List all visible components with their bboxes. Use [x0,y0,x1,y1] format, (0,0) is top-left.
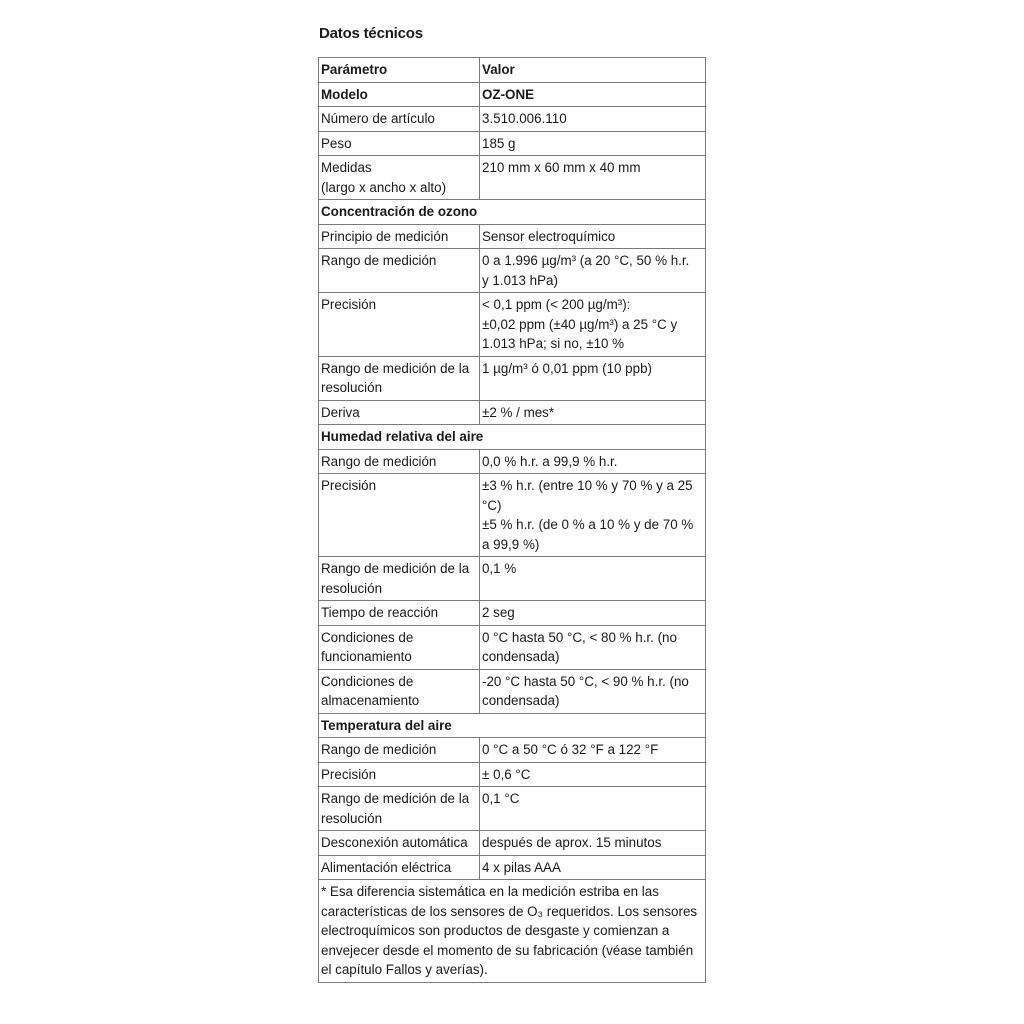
value-cell-line: 0,1 °C [482,791,520,806]
value-cell [480,762,706,787]
section-header-row [319,425,706,450]
parameter-cell [319,156,480,200]
value-cell-line: ±3 % h.r. (entre 10 % y 70 % y a 25 [482,478,693,493]
value-cell-line: y 1.013 hPa) [482,272,558,288]
value-cell [480,738,706,763]
value-cell [480,831,706,856]
value-cell-line: 1 µg/m³ ó 0,01 ppm (10 ppb) [482,360,652,376]
parameter-cell [319,738,480,763]
value-cell-line: -20 °C hasta 50 °C, < 90 % h.r. (no [482,673,689,689]
value-cell-line: 0,1 % [482,561,517,576]
parameter-cell-line: Rango de medición [321,253,437,268]
value-cell [480,107,706,132]
parameter-cell-line: Número de artículo [321,111,435,126]
parameter-cell-line: resolución [321,580,383,596]
footnote-line: electroquímicos son productos de desgaste y comienzan a [321,923,670,938]
parameter-cell-line: Condiciones de [321,673,414,689]
value-cell-line: ±0,02 ppm (±40 µg/m³) a 25 °C y [482,316,678,332]
parameter-cell [319,625,480,669]
table-row [319,738,706,763]
value-cell-line: ±5 % h.r. (de 0 % a 10 % y de 70 % [482,517,694,532]
parameter-cell [319,831,480,856]
value-cell-line: ± 0,6 °C [482,766,531,782]
model-value: OZ-ONE [480,82,706,107]
table-row [319,601,706,626]
parameter-cell [319,474,480,557]
value-cell-line: Sensor electroquímico [482,228,616,244]
value-cell-line: condensada) [482,649,560,664]
value-cell [480,625,706,669]
value-cell [480,787,706,831]
value-cell-line: 2 seg [482,605,515,620]
parameter-cell-line: Medidas [321,160,372,175]
section-title: Temperatura del aire [319,713,706,738]
parameter-cell-line: Precisión [321,297,377,312]
table-row [319,156,706,200]
table-row [319,356,706,400]
parameter-cell [319,449,480,474]
table-header-row [319,58,706,83]
value-cell [480,557,706,601]
parameter-cell-line: Condiciones de [321,629,414,645]
value-cell-line: < 0,1 ppm (< 200 µg/m³): [482,297,631,312]
value-cell [480,669,706,713]
value-cell-line: 0,0 % h.r. a 99,9 % h.r. [482,453,618,469]
value-cell [480,293,706,357]
value-cell-line: 1.013 hPa; si no, ±10 % [482,336,625,351]
parameter-cell [319,249,480,293]
parameter-cell-line: Deriva [321,404,360,420]
parameter-cell [319,356,480,400]
model-label: Modelo [319,82,480,107]
value-cell-line: 3.510.006.110 [482,111,567,126]
value-cell [480,855,706,880]
value-cell-line: 4 x pilas AAA [482,859,561,875]
parameter-cell [319,787,480,831]
table-row [319,787,706,831]
parameter-cell-line: Peso [321,135,352,151]
table-row [319,625,706,669]
table-row [319,762,706,787]
model-row [319,82,706,107]
footnote [319,880,706,983]
footnote-line: envejecer desde el momento de su fabricación (véase también [321,942,694,958]
parameter-cell-line: almacenamiento [321,693,420,708]
value-cell [480,474,706,557]
parameter-cell-line: resolución [321,810,383,826]
parameter-cell-line: Rango de medición [321,453,437,469]
table-row [319,855,706,880]
parameter-cell [319,400,480,425]
value-cell-line: 0 °C hasta 50 °C, < 80 % h.r. (no [482,629,677,645]
table-row [319,831,706,856]
parameter-cell-line: Rango de medición [321,742,437,757]
section-title: Concentración de ozono [319,200,706,225]
parameter-cell [319,762,480,787]
value-cell-line: a 99,9 %) [482,536,540,552]
parameter-cell [319,131,480,156]
parameter-cell-line: (largo x ancho x alto) [321,179,447,195]
value-cell [480,449,706,474]
parameter-cell [319,224,480,249]
parameter-cell-line: resolución [321,380,383,395]
value-cell [480,356,706,400]
value-cell-line: °C) [482,497,502,513]
parameter-cell-line: Rango de medición de la [321,561,470,576]
table-row [319,669,706,713]
parameter-cell-line: Desconexión automática [321,835,468,850]
table-row [319,449,706,474]
footnote-row [319,880,706,983]
parameter-cell [319,107,480,132]
table-row [319,400,706,425]
footnote-line: características de los sensores de O₃ requeridos. Los sensores [321,903,698,919]
value-cell-line: 210 mm x 60 mm x 40 mm [482,160,641,175]
table-row [319,557,706,601]
value-cell-line: ±2 % / mes* [482,404,555,420]
parameter-cell [319,557,480,601]
table-row [319,224,706,249]
parameter-cell [319,601,480,626]
parameter-cell-line: Rango de medición de la [321,791,470,806]
value-cell [480,131,706,156]
header-parameter: Parámetro [319,58,480,83]
footnote-line: * Esa diferencia sistemática en la medición estriba en las [321,884,659,899]
parameter-cell [319,669,480,713]
parameter-cell-line: Principio de medición [321,228,449,244]
section-header-row [319,713,706,738]
parameter-cell-line: Rango de medición de la [321,360,470,376]
parameter-cell-line: Alimentación eléctrica [321,859,452,875]
section-title: Humedad relativa del aire [319,425,706,450]
parameter-cell-line: Precisión [321,766,377,782]
value-cell [480,400,706,425]
table-row [319,107,706,132]
table-row [319,249,706,293]
value-cell-line: 0 a 1.996 µg/m³ (a 20 °C, 50 % h.r. [482,253,690,268]
value-cell [480,601,706,626]
value-cell [480,224,706,249]
header-value: Valor [480,58,706,83]
table-row [319,293,706,357]
parameter-cell-line: Precisión [321,478,377,493]
table-row [319,131,706,156]
technical-data-table [318,57,706,983]
document-title: Datos técnicos [319,25,423,42]
section-header-row [319,200,706,225]
parameter-cell-line: funcionamiento [321,649,412,664]
value-cell-line: condensada) [482,693,560,708]
table-row [319,474,706,557]
value-cell-line: 0 °C a 50 °C ó 32 °F a 122 °F [482,742,659,757]
value-cell-line: después de aprox. 15 minutos [482,835,662,850]
value-cell [480,249,706,293]
footnote-line: el capítulo Fallos y averías). [321,962,488,977]
parameter-cell [319,855,480,880]
parameter-cell [319,293,480,357]
value-cell [480,156,706,200]
parameter-cell-line: Tiempo de reacción [321,605,439,620]
value-cell-line: 185 g [482,135,516,151]
